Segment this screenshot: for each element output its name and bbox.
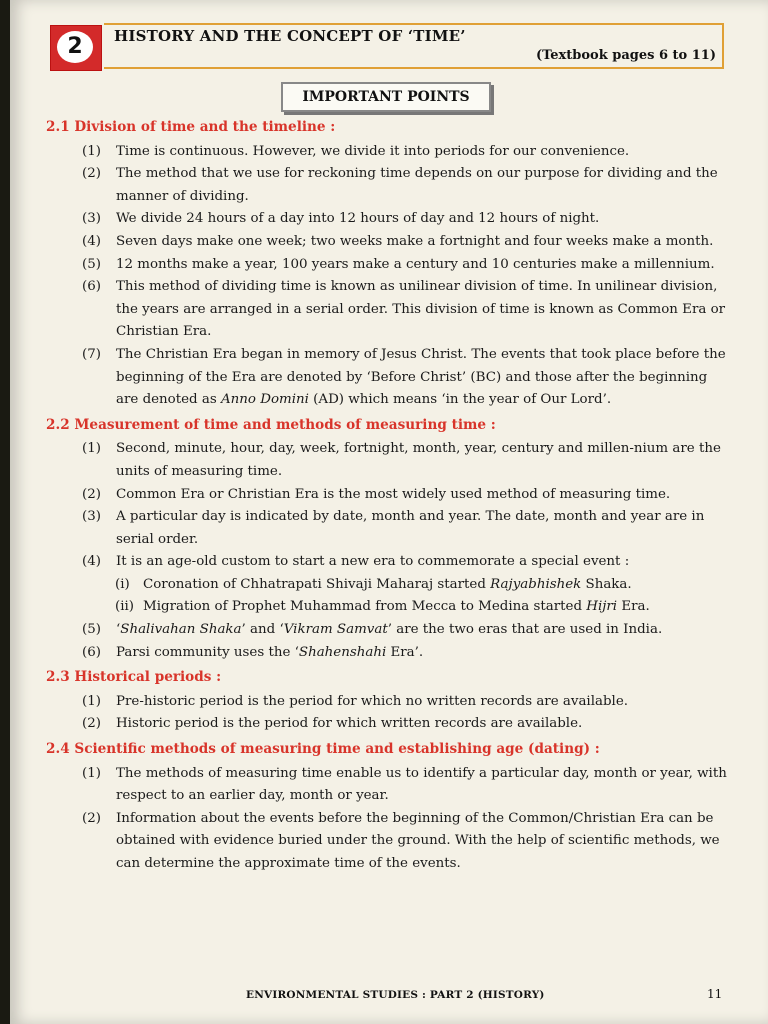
item-number: (6) [82, 279, 101, 295]
text-run: Common Era or Christian Era is the most widely used method of measuring time. [116, 486, 671, 502]
item-number: (2) [82, 166, 101, 182]
page-number: 11 [707, 987, 723, 1001]
text-run: ’ and ‘ [241, 622, 284, 638]
item-number: (1) [82, 441, 101, 457]
item-number: (1) [82, 693, 101, 709]
sub-item [38, 574, 728, 597]
italic-term: Shahenshahi [298, 644, 387, 660]
list-item [38, 713, 728, 736]
item-number: (5) [82, 256, 101, 272]
section-heading: 2.4 Scientific methods of measuring time and establishing age (dating) : [46, 741, 600, 758]
item-number: (2) [82, 810, 101, 826]
text-run: A particular day is indicated by date, month and year. The date, month and year are in serial order. [116, 509, 705, 547]
italic-term: Anno Domini [221, 392, 309, 408]
item-number: (4) [82, 233, 101, 249]
item-number: (3) [82, 509, 101, 525]
text-run: Historic period is the period for which written records are available. [116, 716, 583, 732]
chapter-title: HISTORY AND THE CONCEPT OF ‘TIME’ [114, 27, 466, 45]
text-run: Coronation of Chhatrapati Shivaji Maharaj started [143, 576, 491, 592]
list-item [38, 763, 728, 808]
section-heading: 2.2 Measurement of time and methods of measuring time : [46, 416, 496, 433]
italic-term: Hijri [586, 599, 618, 615]
sub-item [38, 596, 728, 619]
text-run: Time is continuous. However, we divide it into periods for our convenience. [116, 143, 630, 159]
chapter-number: 2 [57, 31, 93, 63]
item-number: (1) [82, 765, 101, 781]
item-number: (2) [82, 716, 101, 732]
important-points-label: IMPORTANT POINTS [281, 82, 491, 112]
list-item [38, 484, 728, 507]
text-run: The Christian Era began in memory of Jesus Christ. The events that took place before the beginning of the Era are denoted by ‘Before Christ’ (BC) and those after the beginning are denoted as [116, 346, 726, 408]
list-item [38, 254, 728, 277]
text-run: We divide 24 hours of a day into 12 hours of day and 12 hours of night. [116, 211, 600, 227]
text-run: ‘ [116, 622, 121, 638]
list-item [38, 551, 728, 574]
item-number: (5) [82, 622, 101, 638]
text-run: ’ are the two eras that are used in India. [387, 622, 663, 638]
list-item [38, 208, 728, 231]
list-item [38, 438, 728, 483]
list-item [38, 231, 728, 254]
page-footer: ENVIRONMENTAL STUDIES : PART 2 (HISTORY) [246, 989, 545, 1001]
list-item [38, 163, 728, 208]
item-number: (4) [82, 554, 101, 570]
item-number: (7) [82, 346, 101, 362]
italic-term: Shalivahan Shaka [120, 622, 242, 638]
text-run: Second, minute, hour, day, week, fortnight, month, year, century and millen-nium are the units of measuring time. [116, 441, 721, 479]
text-run: Seven days make one week; two weeks make a fortnight and four weeks make a month. [116, 233, 714, 249]
sub-item-number: (i) [115, 576, 130, 592]
item-number: (6) [82, 644, 101, 660]
list-item [38, 808, 728, 876]
italic-term: Vikram Samvat [283, 622, 388, 638]
list-item [38, 506, 728, 551]
text-run: Parsi community uses the ‘ [116, 644, 299, 660]
text-run: Information about the events before the beginning of the Common/Christian Era can be obtained with evidence buried under the ground. With the help of scientific methods, we can determine the approximate time of the events. [116, 810, 720, 871]
italic-term: Rajyabhishek [490, 576, 582, 592]
section-heading: 2.3 Historical periods : [46, 669, 222, 686]
textbook-pages: (Textbook pages 6 to 11) [535, 48, 716, 63]
text-run: Era. [617, 599, 650, 615]
text-run: Era’. [386, 644, 424, 660]
text-run: The methods of measuring time enable us to identify a particular day, month or year, with respect to an earlier day, month or year. [116, 765, 727, 804]
points-content [38, 114, 728, 876]
text-run: Shaka. [581, 576, 632, 592]
chapter-badge [50, 25, 102, 71]
list-item [38, 141, 728, 164]
list-item [38, 344, 728, 412]
list-item [38, 276, 728, 344]
text-run: (AD) which means ‘in the year of Our Lord’. [308, 392, 612, 408]
list-item [38, 619, 728, 642]
text-run: It is an age-old custom to start a new era to commemorate a special event : [116, 554, 630, 570]
chapter-title-box [104, 23, 724, 69]
text-run: Migration of Prophet Muhammad from Mecca to Medina started [143, 599, 587, 615]
item-number: (3) [82, 211, 101, 227]
text-run: This method of dividing time is known as unilinear division of time. In unilinear division, the years are arranged in a serial order. This division of time is known as Common Era or Christian Era. [116, 279, 726, 340]
list-item [38, 691, 728, 714]
list-item [38, 642, 728, 665]
textbook-page [10, 0, 768, 1024]
text-run: 12 months make a year, 100 years make a century and 10 centuries make a millennium. [116, 256, 715, 272]
section-heading: 2.1 Division of time and the timeline : [46, 119, 336, 135]
item-number: (1) [82, 143, 101, 159]
sub-item-number: (ii) [115, 599, 135, 615]
text-run: The method that we use for reckoning time depends on our purpose for dividing and the manner of dividing. [116, 166, 718, 204]
item-number: (2) [82, 486, 101, 502]
text-run: Pre-historic period is the period for which no written records are available. [116, 693, 629, 709]
